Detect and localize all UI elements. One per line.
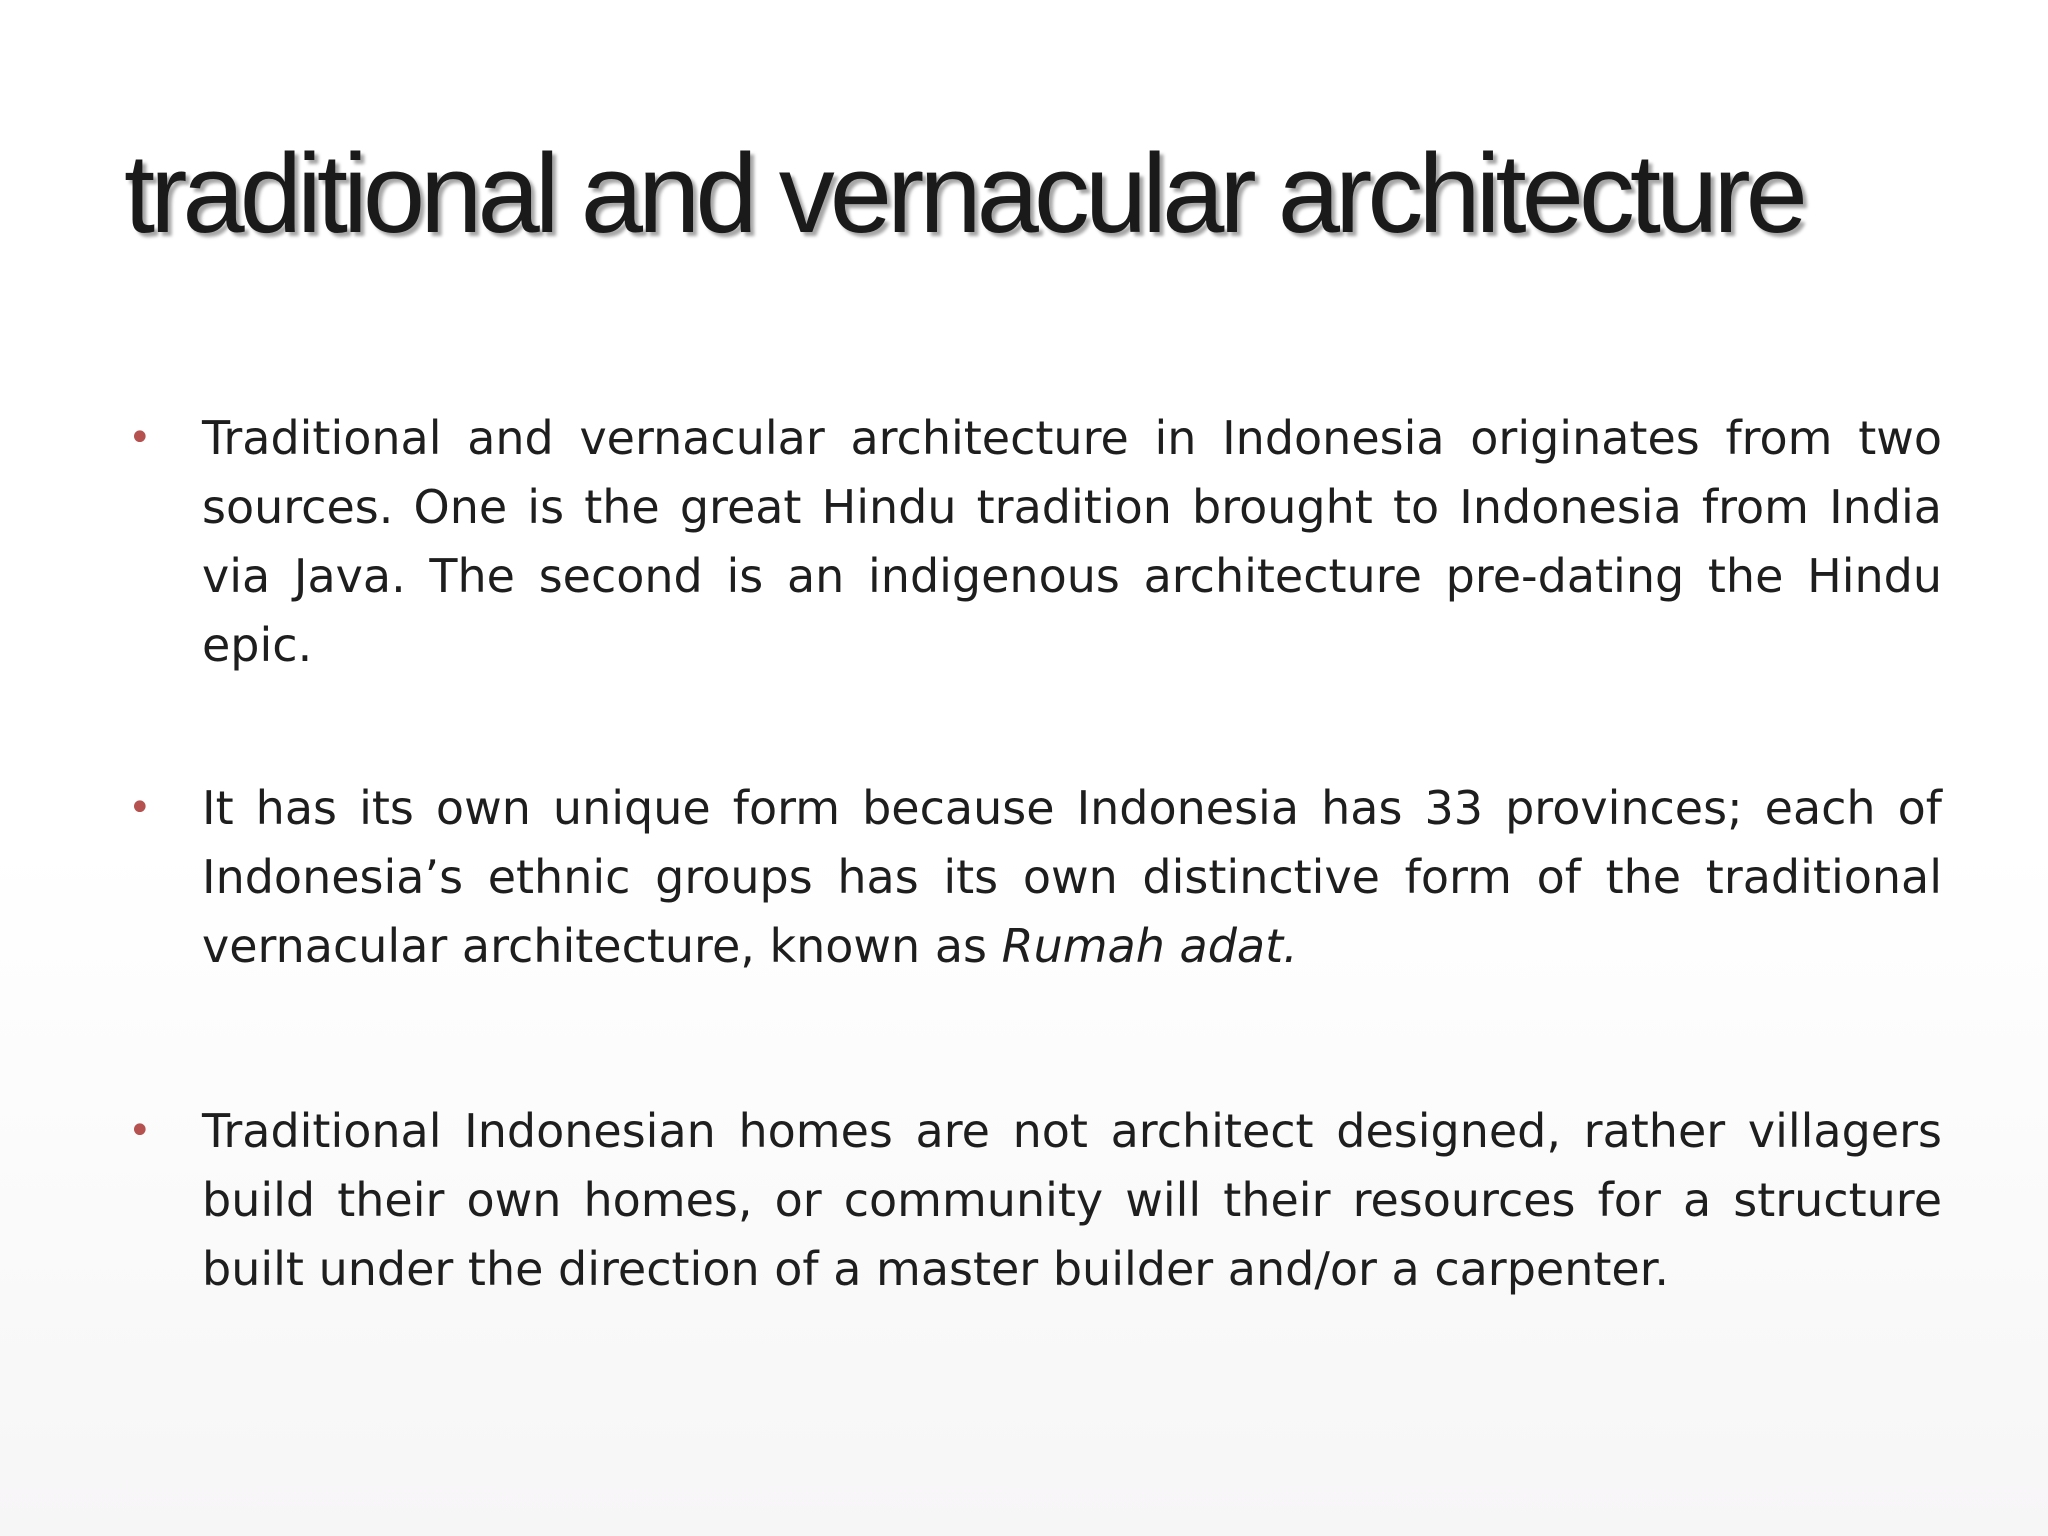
bullet-icon: •: [128, 785, 152, 831]
bullet-item: [120, 404, 1942, 680]
bullet-icon: •: [128, 1108, 152, 1154]
bullet-text-italic: Rumah adat.: [1001, 919, 1298, 973]
bullet-icon: •: [128, 415, 152, 461]
bullet-item: [120, 774, 1942, 981]
bullet-list: [120, 404, 1942, 1398]
bullet-text: It has its own unique form because Indonesia has 33 provinces; each of Indonesia’s ethnic groups has its own distinctive form of the traditional vernacular architecture, known as: [202, 781, 1942, 973]
slide-title: traditional and vernacular architecture: [124, 131, 1803, 256]
bullet-text: Traditional Indonesian homes are not architect designed, rather villagers build their own homes, or community will their resources for a structure built under the direction of a master builder and/or a carpenter.: [202, 1104, 1942, 1296]
bullet-item: [120, 1097, 1942, 1304]
bullet-text: Traditional and vernacular architecture in Indonesia originates from two sources. One is the great Hindu tradition brought to Indonesia from India via Java. The second is an indigenous architecture pre-dating the Hindu epic.: [202, 411, 1942, 672]
